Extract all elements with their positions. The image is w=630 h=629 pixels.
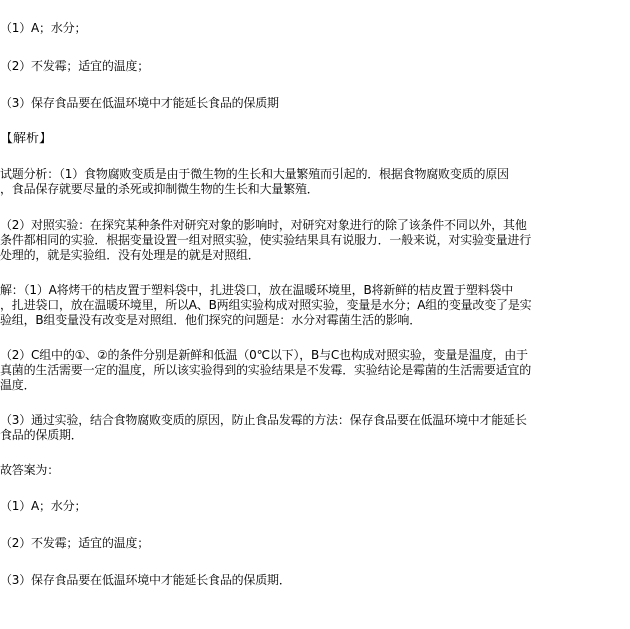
analysis-line-7: ，扎进袋口，放在温暖环境里，所以A、B两组实验构成对照实验，变量是水分；A组的变量改变了是实	[0, 298, 532, 312]
analysis-line-9: （2）C组中的①、②的条件分别是新鲜和低温（0℃以下），B与C也构成对照实验，变量是温度，由于	[0, 348, 528, 362]
final-answer-line-2: （2）不发霉；适宜的温度；	[0, 536, 150, 550]
answer-line-1: （1）A；水分；	[0, 21, 87, 35]
analysis-line-3: （2）对照实验：在探究某种条件对研究对象的影响时，对研究对象进行的除了该条件不同以外，其他	[0, 218, 527, 232]
analysis-line-12: （3）通过实验，结合食物腐败变质的原因，防止食品发霉的方法：保存食品要在低温环境中才能延长	[0, 413, 527, 427]
analysis-line-5: 处理的，就是实验组．没有处理是的就是对照组．	[0, 248, 260, 262]
analysis-line-6: 解：（1）A将烤干的桔皮置于塑料袋中，扎进袋口，放在温暖环境里，B将新鲜的桔皮置于塑料袋中	[0, 283, 514, 297]
final-heading: 故答案为：	[0, 463, 60, 477]
analysis-line-8: 验组，B组变量没有改变是对照组．他们探究的问题是：水分对霉菌生活的影响．	[0, 313, 422, 327]
analysis-line-4: 条件都相同的实验．根据变量设置一组对照实验，使实验结果具有说服力．一般来说，对实验变量进行	[0, 233, 532, 247]
analysis-heading: 【解析】	[0, 132, 53, 146]
analysis-line-11: 温度．	[0, 378, 36, 392]
analysis-line-2: ，食品保存就要尽量的杀死或抑制微生物的生长和大量繁殖．	[0, 182, 319, 196]
final-answer-line-3: （3）保存食品要在低温环境中才能延长食品的保质期．	[0, 573, 291, 587]
answer-line-2: （2）不发霉；适宜的温度；	[0, 59, 150, 73]
analysis-line-10: 真菌的生活需要一定的温度，所以该实验得到的实验结果是不发霉．实验结论是霉菌的生活需要适宜的	[0, 363, 532, 377]
analysis-line-13: 食品的保质期．	[0, 428, 83, 442]
final-answer-line-1: （1）A；水分；	[0, 499, 87, 513]
answer-line-3: （3）保存食品要在低温环境中才能延长食品的保质期	[0, 96, 279, 110]
analysis-line-1: 试题分析：（1）食物腐败变质是由于微生物的生长和大量繁殖而引起的．根据食物腐败变质的原因	[0, 167, 509, 181]
